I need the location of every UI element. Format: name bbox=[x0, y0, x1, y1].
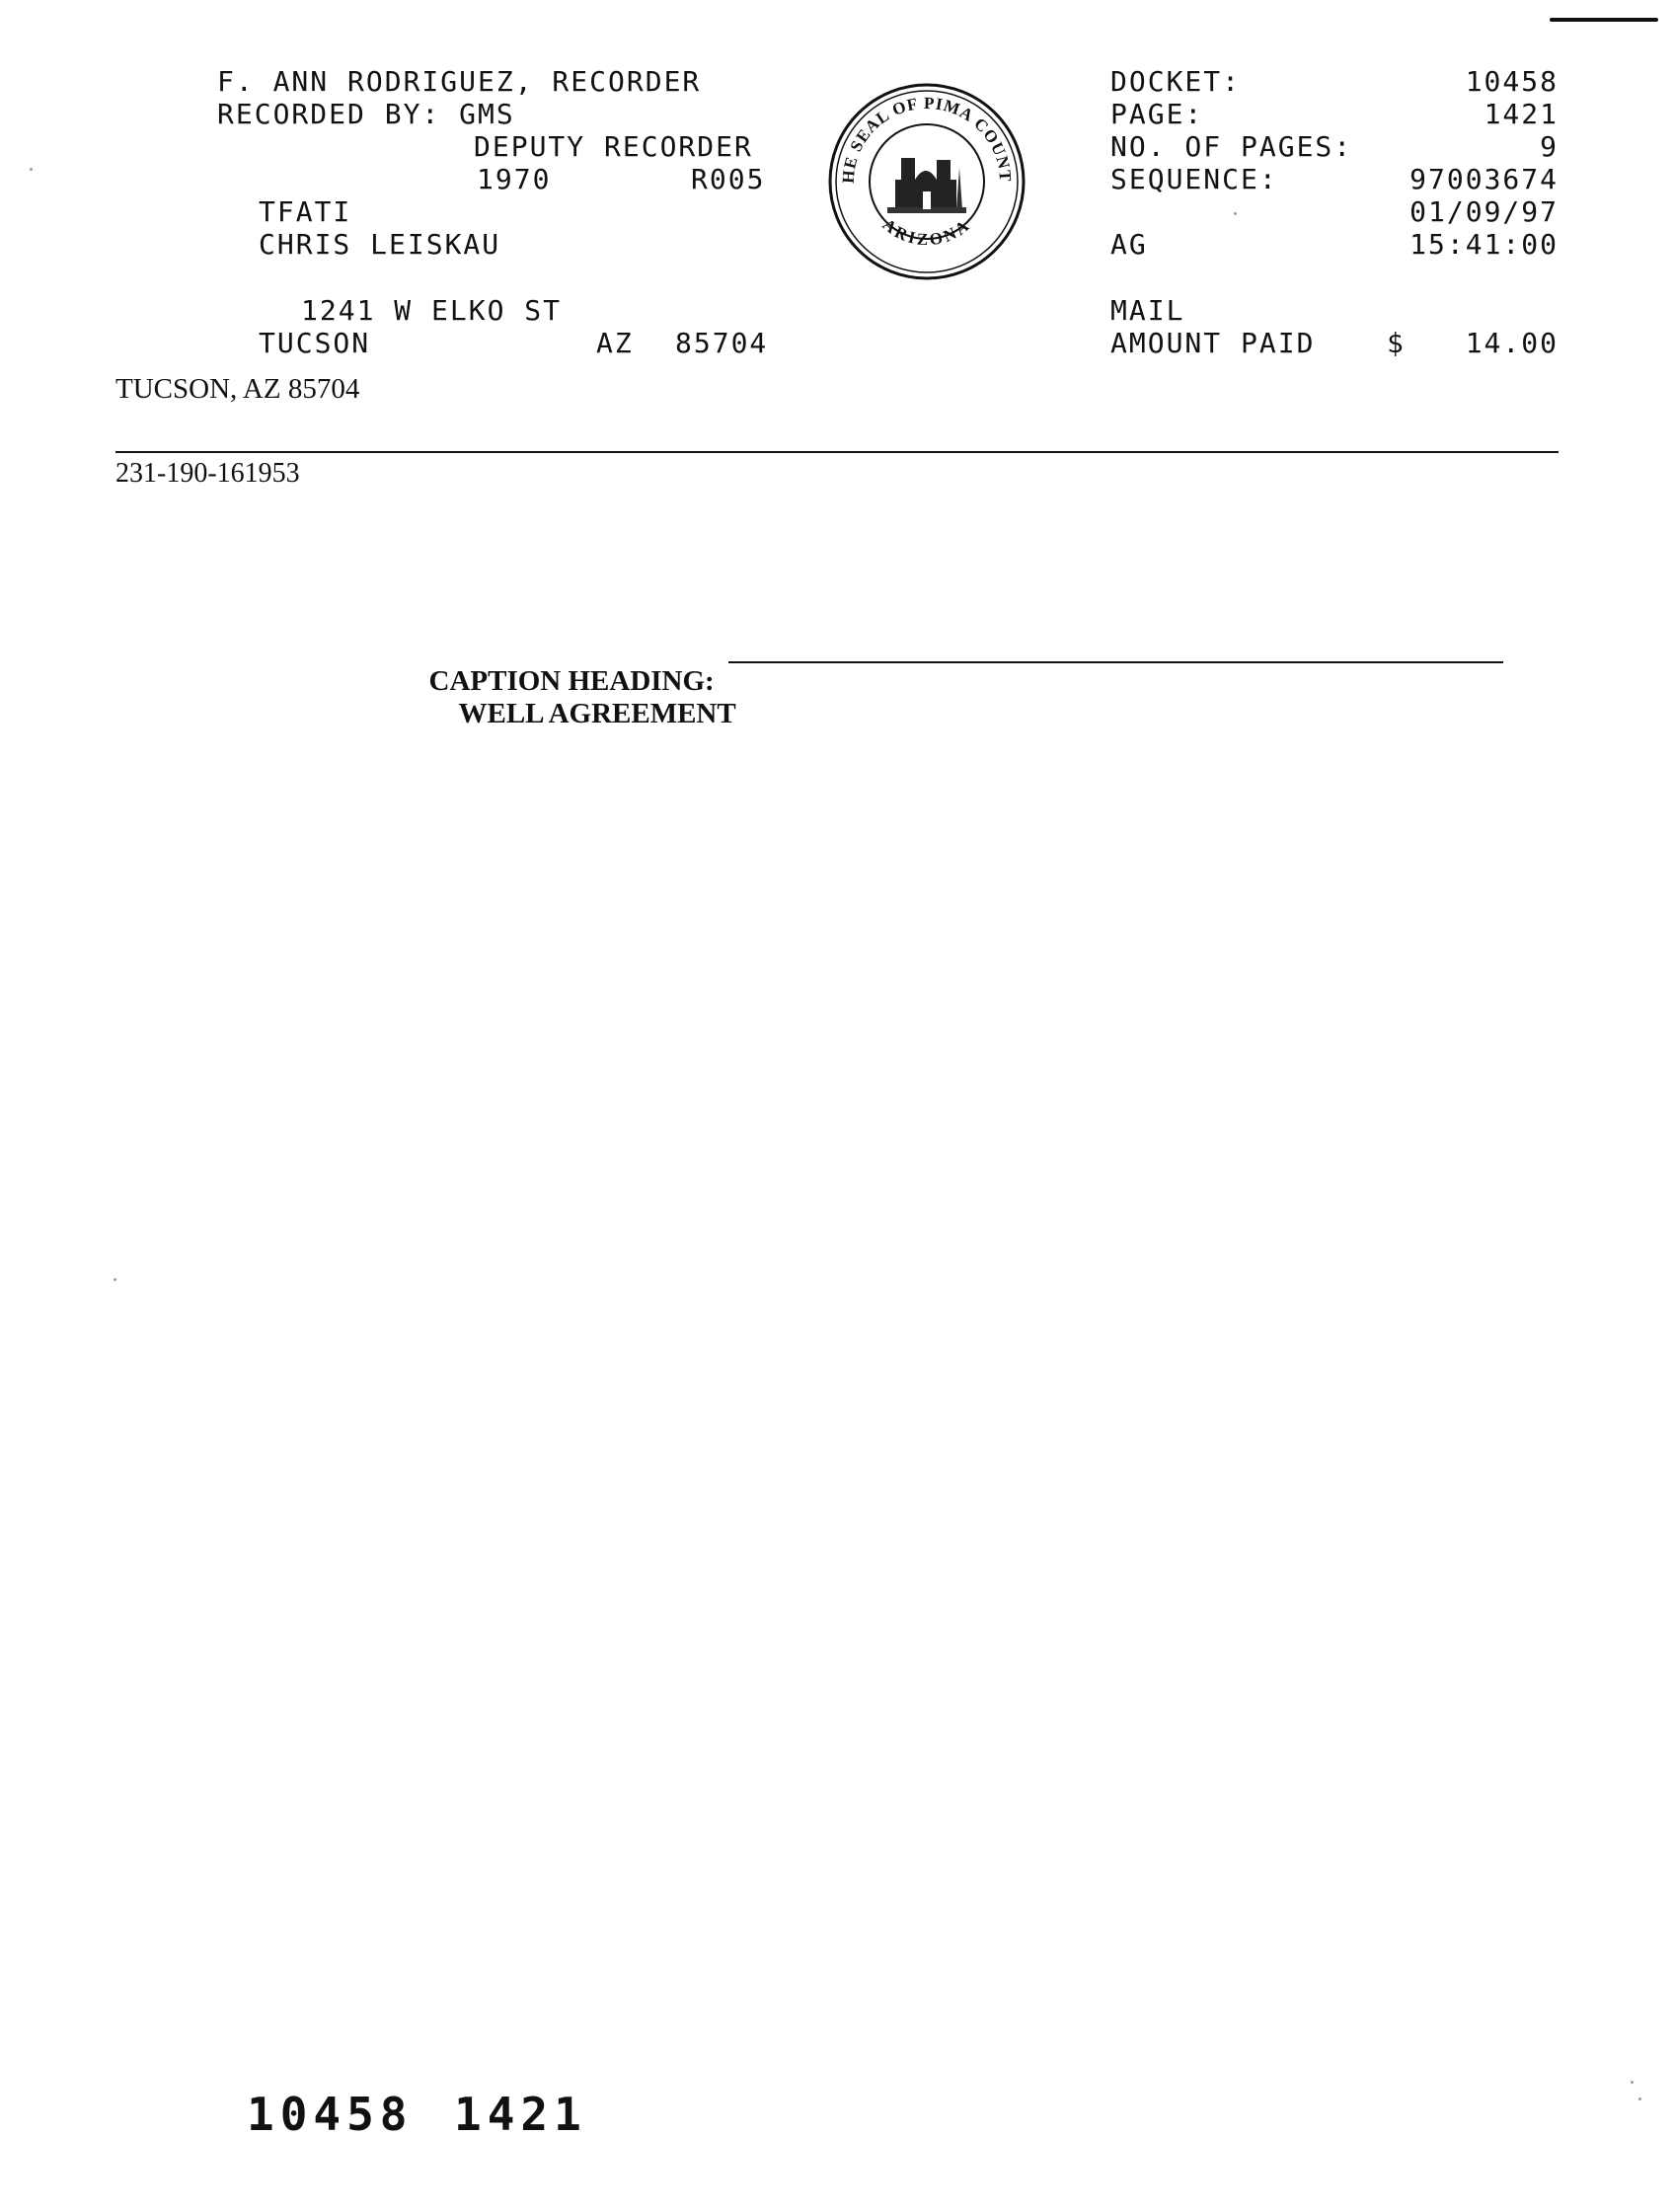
sequence-value: 97003674 bbox=[1409, 163, 1559, 195]
scan-speck bbox=[30, 168, 33, 171]
addressee-line1: TFATI bbox=[259, 195, 352, 228]
caption-value: WELL AGREEMENT bbox=[458, 698, 736, 729]
header-divider bbox=[115, 451, 1559, 453]
pages-value: 9 bbox=[1540, 130, 1559, 163]
addressee-line2: CHRIS LEISKAU bbox=[259, 228, 501, 261]
addressee-city: TUCSON bbox=[259, 327, 371, 359]
mail-label: MAIL bbox=[1110, 294, 1185, 327]
svg-text:ARIZONA: ARIZONA bbox=[878, 214, 975, 250]
amount-paid-value: 14.00 bbox=[1465, 327, 1559, 359]
page-label: PAGE: bbox=[1110, 98, 1204, 130]
return-address: TUCSON, AZ 85704 bbox=[115, 373, 360, 405]
recorder-code-right: R005 bbox=[691, 163, 766, 195]
pima-county-seal bbox=[818, 63, 1021, 266]
scan-speck bbox=[114, 1278, 116, 1281]
scan-speck bbox=[1631, 2081, 1634, 2084]
recorder-code-left: 1970 bbox=[477, 163, 552, 195]
recorded-by: RECORDED BY: GMS bbox=[217, 98, 515, 130]
parcel-number: 231-190-161953 bbox=[115, 458, 300, 489]
footer-page-stamp: 1421 bbox=[454, 2088, 587, 2141]
scan-speck bbox=[1638, 2098, 1641, 2100]
docket-label: DOCKET: bbox=[1110, 65, 1242, 98]
page-value: 1421 bbox=[1484, 98, 1559, 130]
scan-speck bbox=[1234, 212, 1237, 215]
docket-value: 10458 bbox=[1465, 65, 1559, 98]
recorded-time: 15:41:00 bbox=[1409, 228, 1559, 261]
footer-docket-stamp: 10458 bbox=[247, 2088, 414, 2141]
caption-label: CAPTION HEADING: bbox=[428, 665, 715, 697]
recorded-date: 01/09/97 bbox=[1409, 195, 1559, 228]
currency-symbol: $ bbox=[1387, 327, 1406, 359]
ag-label: AG bbox=[1110, 228, 1148, 261]
caption-underline bbox=[728, 661, 1503, 663]
sequence-label: SEQUENCE: bbox=[1110, 163, 1278, 195]
top-right-mark bbox=[1550, 18, 1658, 22]
addressee-zip: 85704 bbox=[675, 327, 769, 359]
amount-paid-label: AMOUNT PAID bbox=[1110, 327, 1316, 359]
recorder-name: F. ANN RODRIGUEZ, RECORDER bbox=[217, 65, 702, 98]
caption-heading bbox=[415, 633, 736, 730]
addressee-state: AZ bbox=[596, 327, 634, 359]
deputy-recorder: DEPUTY RECORDER bbox=[474, 130, 753, 163]
svg-text:THE SEAL OF PIMA COUNTY: HE SEAL OF PIMA COUNT bbox=[838, 93, 1016, 185]
addressee-street: 1241 W ELKO ST bbox=[301, 294, 563, 327]
pages-label: NO. OF PAGES: bbox=[1110, 130, 1353, 163]
